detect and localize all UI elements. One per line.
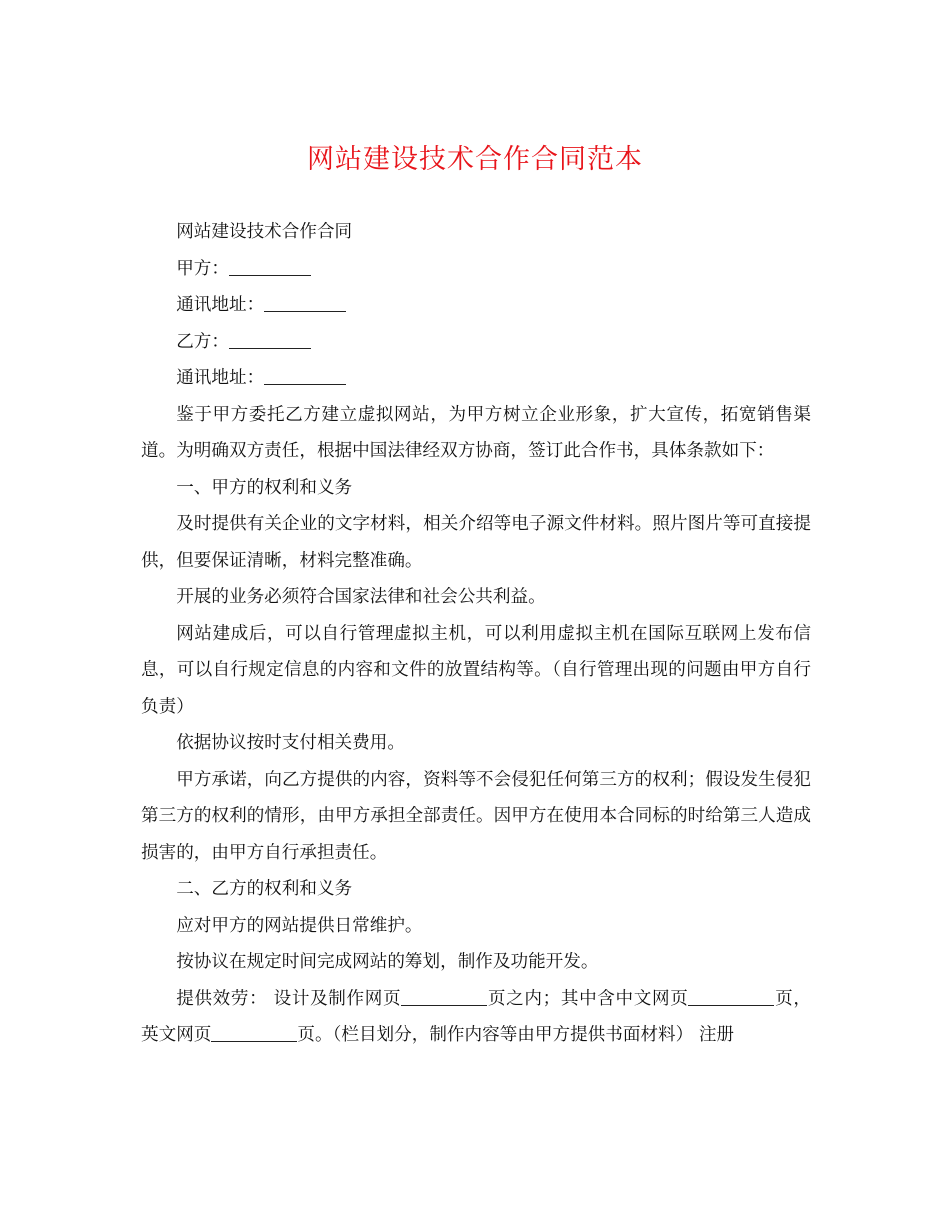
- paragraph-b-services: [141, 981, 811, 1054]
- section-heading-party-b: 二、乙方的权利和义务: [176, 879, 353, 899]
- party-a-address-blank: [264, 293, 346, 312]
- pages-chinese-blank: [688, 987, 774, 1006]
- paragraph-a-legal: 开展的业务必须符合国家法律和社会公共利益。: [176, 587, 546, 607]
- paragraph-party-b: [141, 324, 811, 361]
- party-b-address-label: 通讯地址：: [176, 368, 265, 388]
- party-a-address-label: 通讯地址：: [176, 295, 265, 315]
- services-text-c: 页，英文网页: [141, 988, 811, 1045]
- document-title: 网站建设技术合作合同范本: [307, 144, 643, 175]
- paragraph-a-hosting: 网站建成后，可以自行管理虚拟主机，可以利用虚拟主机在国际互联网上发布信息，可以自行规定信息的内容和文件的放置结构等。（自行管理出现的问题由甲方自行负责）: [141, 623, 811, 717]
- document-body: [141, 214, 811, 1054]
- pages-english-blank: [211, 1023, 297, 1042]
- paragraph-contract-name: 网站建设技术合作合同: [176, 222, 353, 242]
- paragraph-b-schedule: 按协议在规定时间完成网站的筹划，制作及功能开发。: [176, 952, 599, 972]
- party-b-blank: [229, 330, 311, 349]
- party-b-address-blank: [264, 366, 346, 385]
- party-a-label: 甲方：: [176, 258, 229, 279]
- paragraph-a-commitment: 甲方承诺，向乙方提供的内容，资料等不会侵犯任何第三方的权利；假设发生侵犯第三方的权利的情形，由甲方承担全部责任。因甲方在使用本合同标的时给第三人造成损害的，由甲方自行承担责任。: [141, 769, 811, 863]
- services-text-b: 页之内；其中含中文网页: [487, 988, 689, 1009]
- section-heading-party-a: 一、甲方的权利和义务: [176, 477, 353, 498]
- services-text-d: 页。（栏目划分，制作内容等由甲方提供书面材料） 注册: [297, 1025, 735, 1045]
- paragraph-preamble: 鉴于甲方委托乙方建立虚拟网站，为甲方树立企业形象，扩大宣传，拓宽销售渠道。为明确双方责任，根据中国法律经双方协商，签订此合作书，具体条款如下：: [141, 404, 811, 461]
- pages-total-blank: [401, 987, 487, 1006]
- party-a-blank: [229, 257, 311, 276]
- paragraph-a-materials: 及时提供有关企业的文字材料，相关介绍等电子源文件材料。照片图片等可直接提供，但要保证清晰，材料完整准确。: [141, 514, 811, 571]
- paragraph-party-b-address: [141, 360, 811, 397]
- paragraph-b-maintenance: 应对甲方的网站提供日常维护。: [176, 915, 423, 936]
- paragraph-party-a: [141, 251, 811, 288]
- paragraph-a-payment: 依据协议按时支付相关费用。: [176, 733, 405, 753]
- party-b-label: 乙方：: [176, 331, 229, 352]
- services-text-a: 提供效劳： 设计及制作网页: [176, 988, 402, 1009]
- paragraph-party-a-address: [141, 287, 811, 324]
